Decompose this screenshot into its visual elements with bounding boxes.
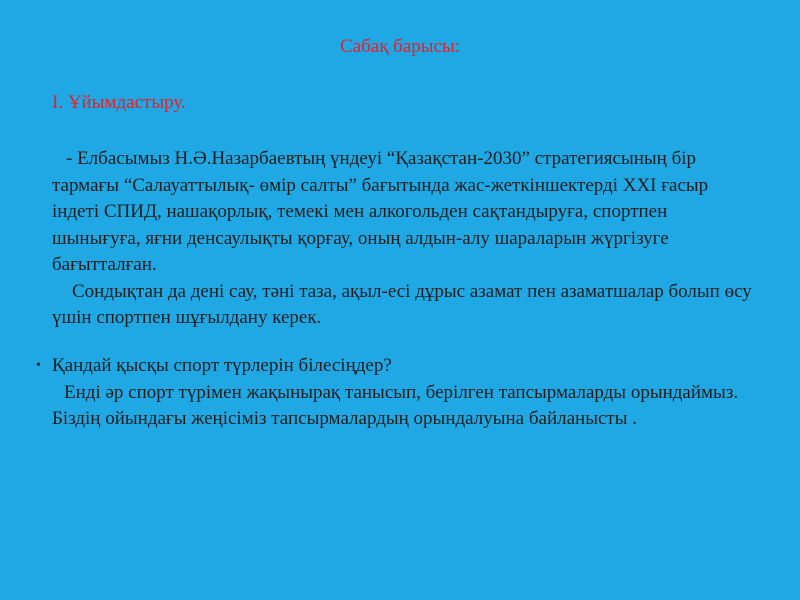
- paragraph-conclusion: Сондықтан да дені сау, тәні таза, ақыл-есі дұрыс азамат пен азаматшалар болып өсу үшін спортпен шұғылдану керек.: [52, 280, 752, 328]
- bullet-item: [36, 353, 756, 380]
- bullet-continuation: Енді әр спорт түрімен жақынырақ танысып, берілген тапсырмаларды орындаймыз. Біздің ойындағы жеңісіміз тапсырмалардың орындалуына байланысты .: [52, 381, 739, 429]
- bullet-icon: •: [36, 358, 41, 373]
- paragraph-strategy: - Елбасымыз Н.Ә.Назарбаевтың үндеуі “Қазақстан-2030” стратегиясының бір тармағы “Салауаттылық- өмір салты” бағытында жас-жеткіншектерді XXI ғасыр індеті СПИД, нашақорлық, темекі мен алкогольден сақтандыруға, спортпен шынығуға, яғни денсаулықты қорғау, оның алдын-алу шараларын жүргізуге бағытталған.: [52, 148, 709, 275]
- bullet-question: Қандай қысқы спорт түрлерін білесіңдер?: [52, 355, 392, 376]
- slide-title: Сабақ барысы:: [339, 36, 461, 57]
- bullet-continuation-block: [36, 380, 756, 433]
- section-heading: І. Ұйымдастыру.: [52, 92, 186, 113]
- body-text: [52, 146, 752, 332]
- bullet-section: [36, 353, 756, 433]
